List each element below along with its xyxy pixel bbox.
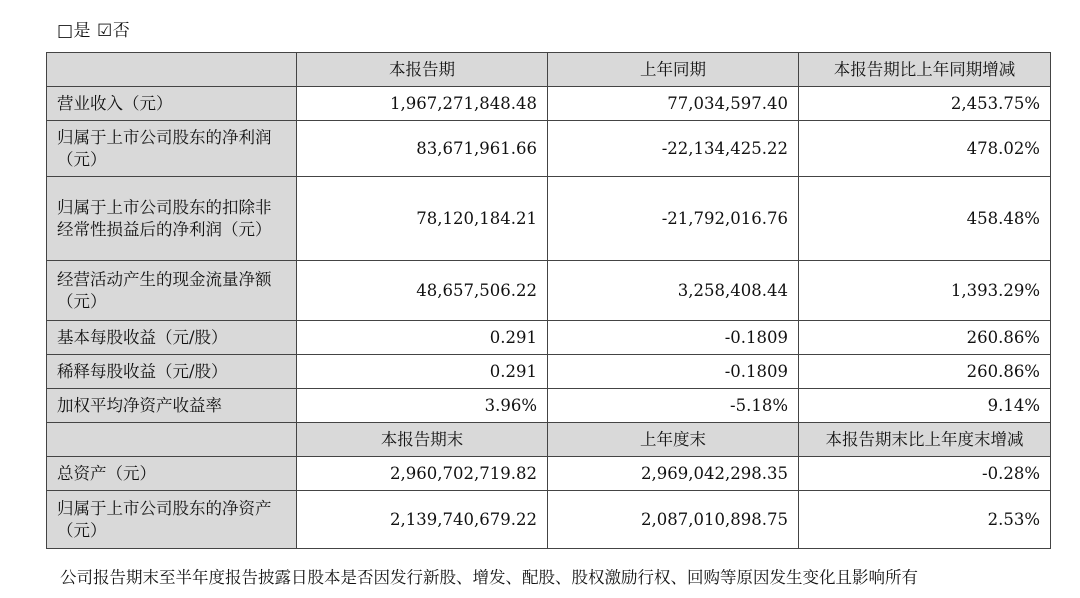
header-prior-year-end: 上年度末 <box>548 423 799 457</box>
row-label: 经营活动产生的现金流量净额（元） <box>47 261 297 321</box>
header-change: 本报告期末比上年度末增减 <box>799 423 1051 457</box>
cell-current: 2,139,740,679.22 <box>297 491 548 549</box>
cell-prior: -22,134,425.22 <box>548 121 799 177</box>
cell-change: 1,393.29% <box>799 261 1051 321</box>
cell-prior: -21,792,016.76 <box>548 177 799 261</box>
cell-current: 48,657,506.22 <box>297 261 548 321</box>
header-empty-cell <box>47 423 297 457</box>
cell-prior: 2,087,010,898.75 <box>548 491 799 549</box>
table-row <box>47 491 1051 549</box>
cell-current: 78,120,184.21 <box>297 177 548 261</box>
table-header-row <box>47 423 1051 457</box>
cell-change: -0.28% <box>799 457 1051 491</box>
cell-change: 9.14% <box>799 389 1051 423</box>
header-change: 本报告期比上年同期增减 <box>799 53 1051 87</box>
cell-prior: 2,969,042,298.35 <box>548 457 799 491</box>
cell-change: 2,453.75% <box>799 87 1051 121</box>
row-label: 归属于上市公司股东的净资产（元） <box>47 491 297 549</box>
cell-current: 3.96% <box>297 389 548 423</box>
cell-change: 2.53% <box>799 491 1051 549</box>
row-label: 加权平均净资产收益率 <box>47 389 297 423</box>
cell-prior: -0.1809 <box>548 321 799 355</box>
footer-paragraph: 公司报告期末至半年度报告披露日股本是否因发行新股、增发、配股、股权激励行权、回购等原因发生变化且影响所有 <box>60 568 918 587</box>
table-row <box>47 457 1051 491</box>
table-row <box>47 389 1051 423</box>
table-row <box>47 321 1051 355</box>
table-row <box>47 177 1051 261</box>
table-row <box>47 121 1051 177</box>
header-period-end: 本报告期末 <box>297 423 548 457</box>
cell-current: 1,967,271,848.48 <box>297 87 548 121</box>
row-label: 归属于上市公司股东的净利润（元） <box>47 121 297 177</box>
cell-prior: 3,258,408.44 <box>548 261 799 321</box>
cell-change: 260.86% <box>799 321 1051 355</box>
row-label: 基本每股收益（元/股） <box>47 321 297 355</box>
yes-no-checkbox-line: □是 ☑否 <box>57 21 131 41</box>
table-row <box>47 87 1051 121</box>
cell-prior: -5.18% <box>548 389 799 423</box>
cell-current: 0.291 <box>297 321 548 355</box>
cell-current: 0.291 <box>297 355 548 389</box>
row-label: 营业收入（元） <box>47 87 297 121</box>
header-current-period: 本报告期 <box>297 53 548 87</box>
financial-summary-table <box>46 52 1051 549</box>
cell-change: 458.48% <box>799 177 1051 261</box>
cell-current: 2,960,702,719.82 <box>297 457 548 491</box>
cell-prior: 77,034,597.40 <box>548 87 799 121</box>
cell-change: 478.02% <box>799 121 1051 177</box>
table-row <box>47 355 1051 389</box>
row-label: 归属于上市公司股东的扣除非经常性损益后的净利润（元） <box>47 177 297 261</box>
row-label: 总资产（元） <box>47 457 297 491</box>
header-prior-period: 上年同期 <box>548 53 799 87</box>
header-empty-cell <box>47 53 297 87</box>
table-row <box>47 261 1051 321</box>
cell-change: 260.86% <box>799 355 1051 389</box>
table-header-row <box>47 53 1051 87</box>
cell-prior: -0.1809 <box>548 355 799 389</box>
row-label: 稀释每股收益（元/股） <box>47 355 297 389</box>
cell-current: 83,671,961.66 <box>297 121 548 177</box>
